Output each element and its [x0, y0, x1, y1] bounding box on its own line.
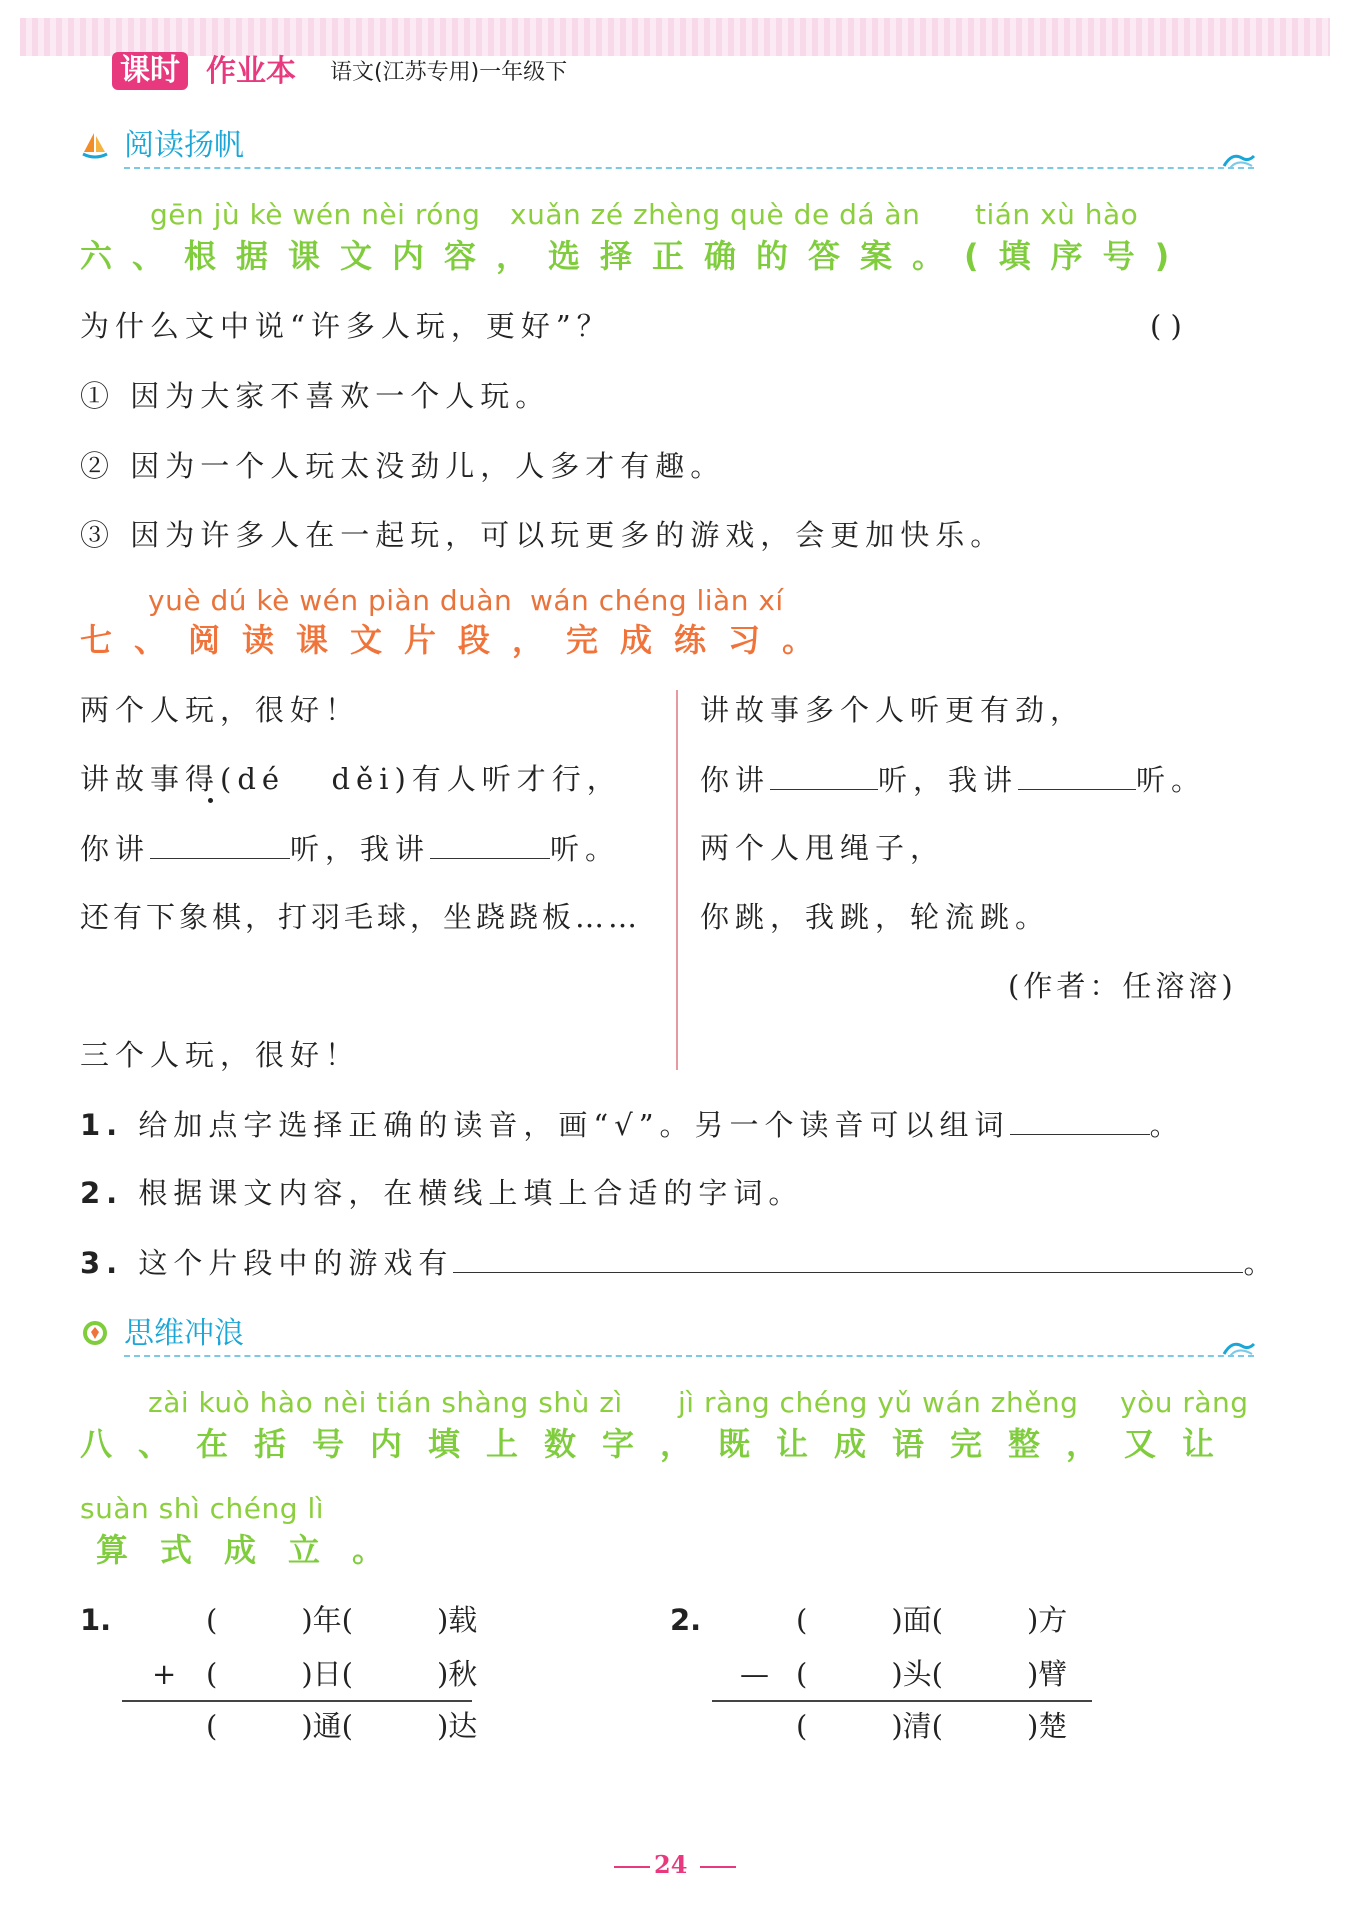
option-3[interactable]: ③ 因为许多人在一起玩，可以玩更多的游戏，会更加快乐。 — [80, 518, 1006, 552]
footer-dash — [700, 1866, 736, 1868]
pinyin-line: jì ràng chéng yǔ wán zhěng — [678, 1386, 1079, 1419]
idiom-char: )头( — [891, 1657, 943, 1691]
pinyin-line: tián xù hào — [975, 198, 1139, 231]
passage-left-line3 — [80, 828, 620, 869]
passage-left-line4: 还有下象棋，打羽毛球，坐跷跷板…… — [80, 900, 642, 934]
logo: 课时 — [112, 52, 188, 90]
exercise-item-2 — [80, 1173, 803, 1213]
item-text: 这个片段中的游戏有 — [138, 1246, 454, 1280]
paren-open: ( — [796, 1603, 808, 1637]
answer-paren[interactable]: ( ) — [1150, 309, 1182, 343]
section-divider — [124, 167, 1254, 169]
fill-blank[interactable] — [150, 828, 290, 859]
passage-text: 讲故事得(dé — [80, 762, 286, 796]
emphasis-dot — [208, 798, 213, 803]
paren-open: ( — [206, 1709, 218, 1743]
option-2[interactable]: ② 因为一个人玩太没劲儿，人多才有趣。 — [80, 449, 726, 483]
paren-open: ( — [796, 1657, 808, 1691]
pinyin-line: suàn shì chéng lì — [80, 1492, 324, 1525]
passage-right-line3: 两个人甩绳子， — [700, 831, 946, 865]
plus-sign: + — [152, 1657, 177, 1691]
passage-left-line5: 三个人玩，很好！ — [80, 1038, 361, 1072]
passage-text: 听，我讲 — [290, 832, 431, 866]
item-number: 2. — [80, 1176, 124, 1210]
pinyin-line: wán chéng liàn xí — [530, 584, 784, 617]
problem-number: 2. — [670, 1603, 702, 1637]
passage-text: 听。 — [1136, 763, 1207, 797]
passage-text: děi)有人听才行， — [331, 762, 622, 796]
equation-row — [796, 1600, 1067, 1640]
question-heading-8: 八、在括号内填上数字，既让成语完整，又让 — [80, 1425, 1241, 1463]
equation-row — [796, 1706, 1067, 1746]
exercise-item-3 — [80, 1242, 1278, 1283]
passage-right-line1: 讲故事多个人听更有劲， — [700, 693, 1086, 727]
brand-title: 作业本 — [206, 54, 296, 89]
sail-icon — [80, 130, 110, 164]
minus-sign: — — [740, 1657, 769, 1691]
passage-right-line2 — [700, 759, 1206, 800]
column-divider — [676, 690, 678, 1070]
pinyin-line: yuè dú kè wén piàn duàn — [148, 584, 513, 617]
header-band — [20, 18, 1330, 56]
item-text: 。 — [1149, 1108, 1185, 1142]
wave-icon — [1222, 148, 1256, 174]
passage-right-line4: 你跳，我跳，轮流跳。 — [700, 900, 1051, 934]
section-title-reading: 阅读扬帆 — [124, 128, 244, 163]
item-text: 给加点字选择正确的读音，画“√”。另一个读音可以组词 — [138, 1108, 1010, 1142]
idiom-char: )年( — [301, 1603, 353, 1637]
fill-blank[interactable] — [770, 759, 878, 790]
fill-blank[interactable] — [1018, 759, 1136, 790]
subject-title: 语文(江苏专用)一年级下 — [330, 60, 568, 85]
footer-dash — [614, 1866, 650, 1868]
idiom-char: )日( — [301, 1657, 353, 1691]
idiom-char: )臂 — [1026, 1657, 1068, 1691]
paren-open: ( — [796, 1709, 808, 1743]
page-number: 24 — [654, 1850, 688, 1879]
fill-blank[interactable] — [1010, 1104, 1150, 1135]
author-credit: (作者：任溶溶) — [1008, 969, 1237, 1003]
question-heading-6: 六、根据课文内容，选择正确的答案。(填序号) — [80, 237, 1190, 275]
idiom-char: )清( — [891, 1709, 943, 1743]
idiom-char: )面( — [891, 1603, 943, 1637]
idiom-char: )秋 — [436, 1657, 478, 1691]
brain-icon — [80, 1318, 110, 1352]
difference-line — [712, 1700, 1092, 1702]
item-number: 3. — [80, 1246, 124, 1280]
idiom-char: )载 — [436, 1603, 478, 1637]
item-text: 。 — [1243, 1246, 1279, 1280]
section-title-thinking: 思维冲浪 — [124, 1316, 244, 1351]
question-heading-7: 七、阅读课文片段，完成练习。 — [80, 621, 837, 659]
equation-row — [206, 1654, 477, 1694]
paren-open: ( — [206, 1657, 218, 1691]
pinyin-line: gēn jù kè wén nèi róng — [150, 198, 481, 231]
passage-left-line1: 两个人玩，很好！ — [80, 693, 361, 727]
exercise-item-1 — [80, 1104, 1185, 1145]
equation-row — [206, 1706, 477, 1746]
passage-text: 听。 — [550, 832, 621, 866]
idiom-char: )通( — [301, 1709, 353, 1743]
pinyin-line: yòu ràng — [1120, 1386, 1249, 1419]
passage-left-line2 — [80, 759, 622, 799]
passage-text: 你讲 — [80, 832, 151, 866]
sum-line — [122, 1700, 472, 1702]
section-divider — [124, 1355, 1254, 1357]
wave-icon — [1222, 1336, 1256, 1362]
problem-number: 1. — [80, 1603, 112, 1637]
item-text: 根据课文内容，在横线上填上合适的字词。 — [138, 1176, 804, 1210]
pinyin-line: xuǎn zé zhèng què de dá àn — [510, 198, 921, 231]
fill-blank[interactable] — [430, 828, 550, 859]
equation-row — [796, 1654, 1067, 1694]
idiom-char: )方 — [1026, 1603, 1068, 1637]
question-heading-8-cont: 算式成立。 — [96, 1531, 417, 1569]
option-1[interactable]: ① 因为大家不喜欢一个人玩。 — [80, 379, 551, 413]
passage-text: 你讲 — [700, 763, 771, 797]
item-number: 1. — [80, 1108, 124, 1142]
paren-open: ( — [206, 1603, 218, 1637]
passage-text: 听，我讲 — [878, 763, 1019, 797]
equation-row — [206, 1600, 477, 1640]
fill-blank[interactable] — [453, 1242, 1243, 1273]
idiom-char: )楚 — [1026, 1709, 1068, 1743]
pinyin-line: zài kuò hào nèi tián shàng shù zì — [148, 1386, 623, 1419]
idiom-char: )达 — [436, 1709, 478, 1743]
question-text: 为什么文中说“许多人玩，更好”？ — [80, 309, 612, 343]
